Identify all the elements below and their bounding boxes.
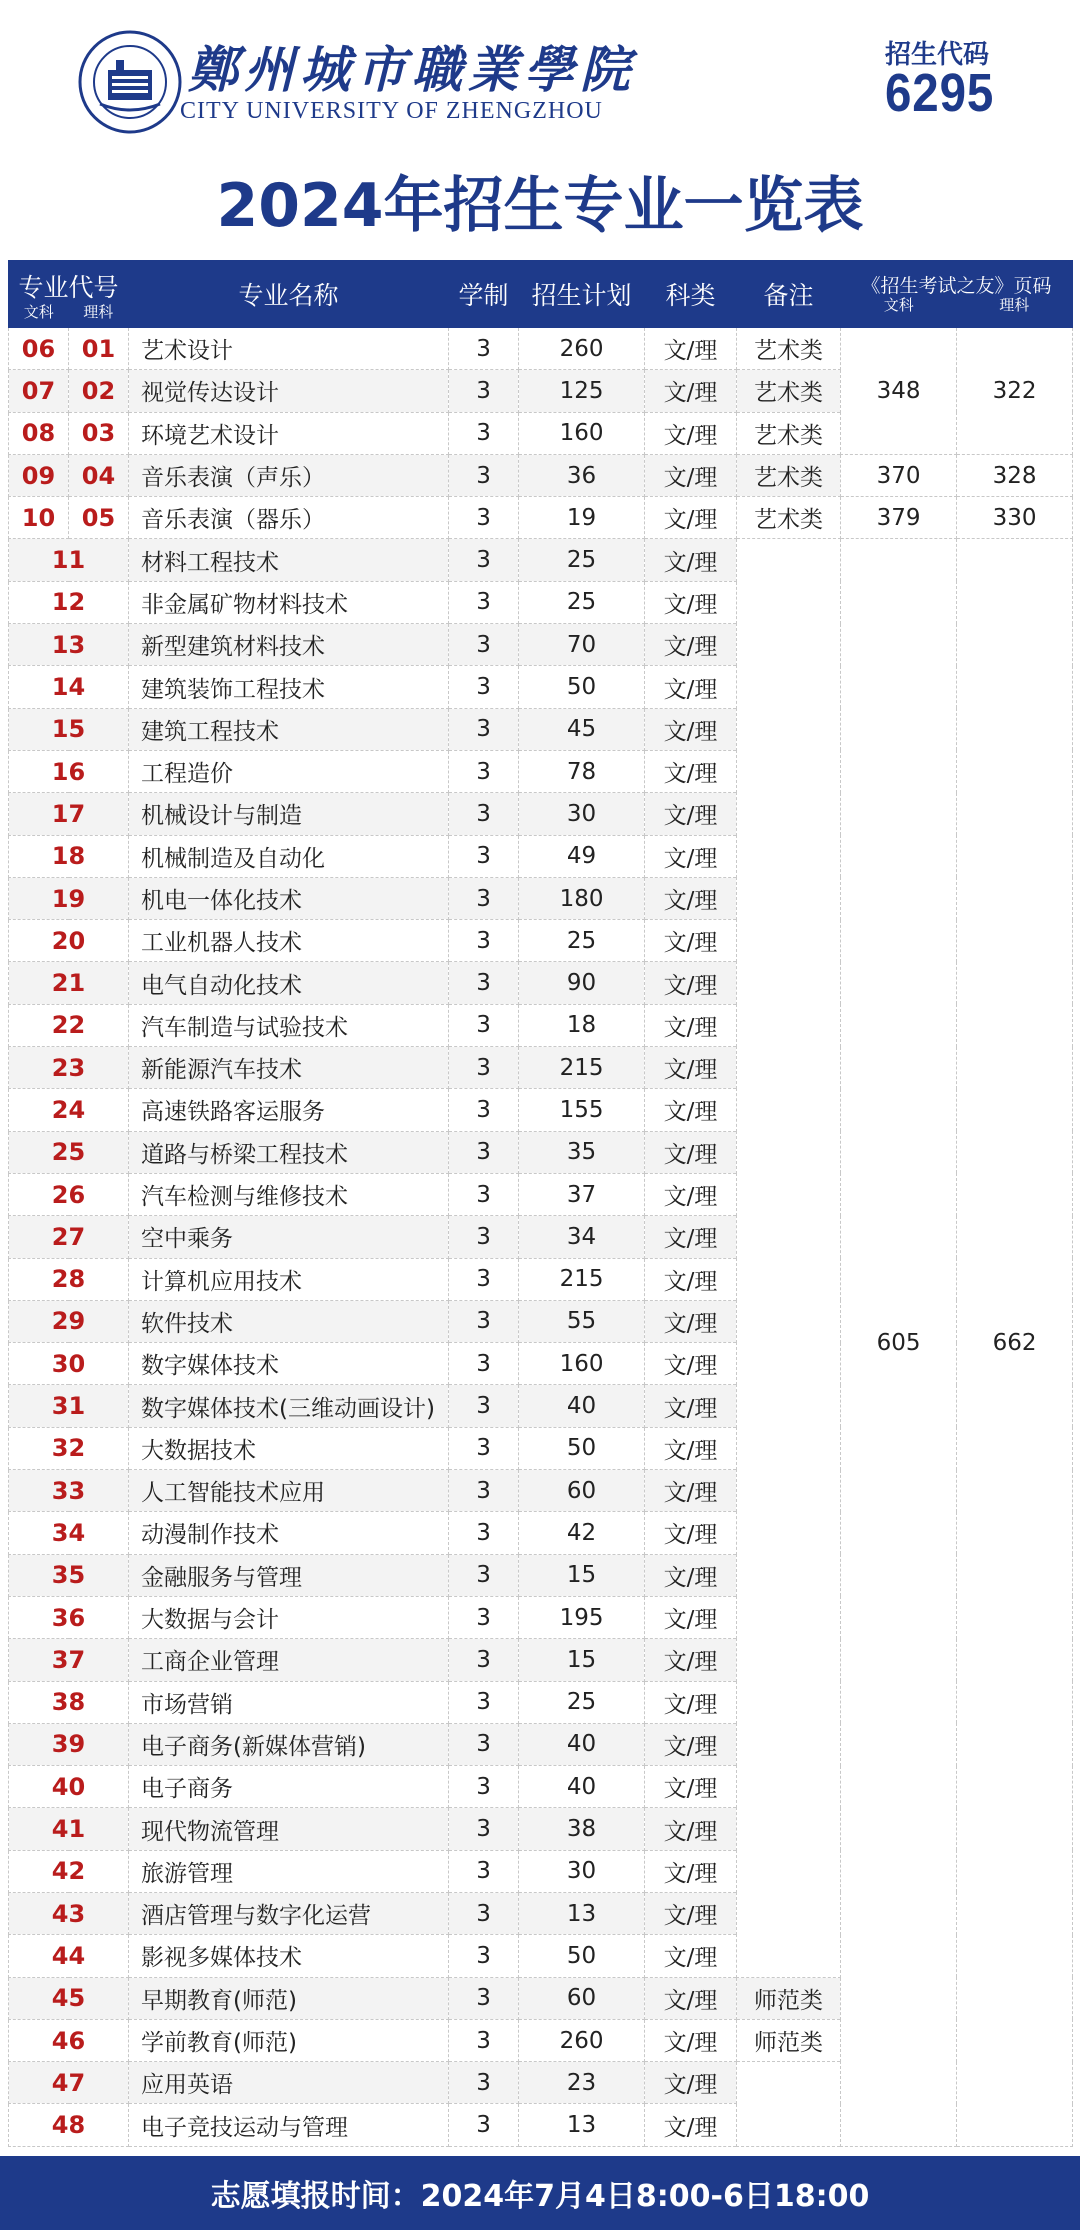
header-ref: [841, 261, 1073, 328]
major-category: 文/理: [645, 1427, 737, 1469]
major-category: 文/理: [645, 1512, 737, 1554]
major-category: 文/理: [645, 835, 737, 877]
major-years: 3: [449, 877, 519, 919]
major-plan: 60: [519, 1977, 645, 2019]
major-code: 45: [9, 1977, 129, 2019]
major-category: 文/理: [645, 793, 737, 835]
major-code: 40: [9, 1766, 129, 1808]
major-name: 建筑工程技术: [129, 708, 449, 750]
major-years: 3: [449, 1639, 519, 1681]
page-ref-like: 330: [957, 497, 1073, 539]
major-plan: 23: [519, 2062, 645, 2104]
table-row: [9, 454, 1073, 496]
major-category: 文/理: [645, 1173, 737, 1215]
major-code: 28: [9, 1258, 129, 1300]
major-plan: 42: [519, 1512, 645, 1554]
major-name: 道路与桥梁工程技术: [129, 1131, 449, 1173]
major-plan: 215: [519, 1258, 645, 1300]
header-code: [9, 261, 129, 328]
major-name: 环境艺术设计: [129, 412, 449, 454]
major-plan: 50: [519, 1935, 645, 1977]
major-years: 3: [449, 1723, 519, 1765]
major-code: 48: [9, 2104, 129, 2146]
page-ref-like: 328: [957, 454, 1073, 496]
major-name: 电子商务: [129, 1766, 449, 1808]
major-code: 42: [9, 1850, 129, 1892]
page-ref-like: 322: [957, 328, 1073, 455]
major-note: 师范类: [737, 1977, 841, 2019]
table-row: [9, 539, 1073, 581]
major-plan: 50: [519, 666, 645, 708]
major-code: 35: [9, 1554, 129, 1596]
major-plan: 60: [519, 1470, 645, 1512]
major-code: 43: [9, 1892, 129, 1934]
page-ref-wenke: 605: [841, 539, 957, 2146]
major-years: 3: [449, 1300, 519, 1342]
major-category: 文/理: [645, 1596, 737, 1638]
major-name: 金融服务与管理: [129, 1554, 449, 1596]
major-plan: 40: [519, 1385, 645, 1427]
major-name: 市场营销: [129, 1681, 449, 1723]
major-code: 24: [9, 1089, 129, 1131]
header-category: 科类: [645, 261, 737, 328]
major-years: 3: [449, 1427, 519, 1469]
major-name: 大数据与会计: [129, 1596, 449, 1638]
major-years: 3: [449, 1554, 519, 1596]
major-code: 39: [9, 1723, 129, 1765]
major-category: 文/理: [645, 539, 737, 581]
major-code: 23: [9, 1047, 129, 1089]
major-category: 文/理: [645, 2104, 737, 2146]
major-name: 机电一体化技术: [129, 877, 449, 919]
major-code: 31: [9, 1385, 129, 1427]
major-category: 文/理: [645, 1047, 737, 1089]
major-name: 艺术设计: [129, 328, 449, 370]
major-note: 艺术类: [737, 454, 841, 496]
major-years: 3: [449, 1850, 519, 1892]
major-years: 3: [449, 1173, 519, 1215]
page-title: 2024年招生专业一览表: [216, 171, 864, 241]
major-category: 文/理: [645, 1554, 737, 1596]
major-name: 旅游管理: [129, 1850, 449, 1892]
major-plan: 18: [519, 1004, 645, 1046]
major-category: 文/理: [645, 2019, 737, 2061]
major-category: 文/理: [645, 1723, 737, 1765]
major-code: 46: [9, 2019, 129, 2061]
application-time-banner: 志愿填报时间：2024年7月4日8:00-6日18:00: [0, 2156, 1080, 2230]
major-years: 3: [449, 793, 519, 835]
major-note: 艺术类: [737, 412, 841, 454]
major-plan: 195: [519, 1596, 645, 1638]
major-category: 文/理: [645, 750, 737, 792]
major-years: 3: [449, 1343, 519, 1385]
major-name: 动漫制作技术: [129, 1512, 449, 1554]
major-plan: 13: [519, 2104, 645, 2146]
major-code: 12: [9, 581, 129, 623]
major-category: 文/理: [645, 1935, 737, 1977]
major-plan: 160: [519, 412, 645, 454]
major-code-wenke: 10: [9, 497, 69, 539]
major-code: 30: [9, 1343, 129, 1385]
major-code-like: 02: [69, 370, 129, 412]
major-code: 36: [9, 1596, 129, 1638]
major-name: 高速铁路客运服务: [129, 1089, 449, 1131]
major-name: 电子竞技运动与管理: [129, 2104, 449, 2146]
major-name: 工业机器人技术: [129, 920, 449, 962]
major-category: 文/理: [645, 1892, 737, 1934]
major-name: 机械制造及自动化: [129, 835, 449, 877]
major-note-empty: [737, 539, 841, 1977]
major-code: 37: [9, 1639, 129, 1681]
major-years: 3: [449, 1977, 519, 2019]
major-plan: 35: [519, 1131, 645, 1173]
major-code: 29: [9, 1300, 129, 1342]
major-code: 20: [9, 920, 129, 962]
major-plan: 30: [519, 793, 645, 835]
major-plan: 90: [519, 962, 645, 1004]
major-plan: 215: [519, 1047, 645, 1089]
major-years: 3: [449, 2019, 519, 2061]
school-logo-icon: [78, 30, 182, 134]
major-name: 数字媒体技术(三维动画设计): [129, 1385, 449, 1427]
major-plan: 180: [519, 877, 645, 919]
table-body: [9, 328, 1073, 2147]
major-years: 3: [449, 1089, 519, 1131]
major-name: 计算机应用技术: [129, 1258, 449, 1300]
header-note: 备注: [737, 261, 841, 328]
major-name: 应用英语: [129, 2062, 449, 2104]
major-code-wenke: 07: [9, 370, 69, 412]
major-category: 文/理: [645, 1470, 737, 1512]
major-plan: 160: [519, 1343, 645, 1385]
major-years: 3: [449, 1681, 519, 1723]
major-plan: 55: [519, 1300, 645, 1342]
major-code: 38: [9, 1681, 129, 1723]
major-code: 14: [9, 666, 129, 708]
major-category: 文/理: [645, 1808, 737, 1850]
major-code: 17: [9, 793, 129, 835]
major-plan: 38: [519, 1808, 645, 1850]
major-category: 文/理: [645, 1681, 737, 1723]
major-name: 大数据技术: [129, 1427, 449, 1469]
major-code: 26: [9, 1173, 129, 1215]
major-category: 文/理: [645, 581, 737, 623]
school-chinese-name: 鄭州城市職業學院: [188, 40, 636, 99]
major-code-like: 04: [69, 454, 129, 496]
major-plan: 13: [519, 1892, 645, 1934]
major-code: 19: [9, 877, 129, 919]
major-code-like: 01: [69, 328, 129, 370]
major-code: 27: [9, 1216, 129, 1258]
major-plan: 50: [519, 1427, 645, 1469]
major-years: 3: [449, 1004, 519, 1046]
major-years: 3: [449, 1808, 519, 1850]
major-category: 文/理: [645, 1850, 737, 1892]
major-name: 材料工程技术: [129, 539, 449, 581]
major-code: 33: [9, 1470, 129, 1512]
table-row: [9, 328, 1073, 370]
major-plan: 34: [519, 1216, 645, 1258]
major-plan: 25: [519, 539, 645, 581]
major-code-wenke: 08: [9, 412, 69, 454]
major-plan: 19: [519, 497, 645, 539]
header-code-label: 专业代号: [18, 273, 119, 302]
major-name: 工商企业管理: [129, 1639, 449, 1681]
major-plan: 37: [519, 1173, 645, 1215]
major-code: 13: [9, 624, 129, 666]
major-code: 11: [9, 539, 129, 581]
major-category: 文/理: [645, 412, 737, 454]
major-category: 文/理: [645, 2062, 737, 2104]
major-name: 汽车检测与维修技术: [129, 1173, 449, 1215]
major-name: 电子商务(新媒体营销): [129, 1723, 449, 1765]
header-plan: 招生计划: [519, 261, 645, 328]
major-years: 3: [449, 624, 519, 666]
major-category: 文/理: [645, 1300, 737, 1342]
major-category: 文/理: [645, 624, 737, 666]
major-years: 3: [449, 1258, 519, 1300]
major-category: 文/理: [645, 708, 737, 750]
page-ref-wenke: 370: [841, 454, 957, 496]
major-category: 文/理: [645, 497, 737, 539]
major-category: 文/理: [645, 1343, 737, 1385]
header-code-like: 理科: [83, 303, 114, 321]
major-note: 艺术类: [737, 497, 841, 539]
major-code-like: 05: [69, 497, 129, 539]
major-name: 数字媒体技术: [129, 1343, 449, 1385]
major-years: 3: [449, 497, 519, 539]
major-category: 文/理: [645, 1766, 737, 1808]
major-years: 3: [449, 666, 519, 708]
major-category: 文/理: [645, 1977, 737, 2019]
major-code-like: 03: [69, 412, 129, 454]
major-category: 文/理: [645, 962, 737, 1004]
major-name: 机械设计与制造: [129, 793, 449, 835]
major-years: 3: [449, 1935, 519, 1977]
major-name: 现代物流管理: [129, 1808, 449, 1850]
major-years: 3: [449, 454, 519, 496]
major-plan: 125: [519, 370, 645, 412]
major-name: 电气自动化技术: [129, 962, 449, 1004]
major-years: 3: [449, 412, 519, 454]
major-category: 文/理: [645, 454, 737, 496]
major-note: 艺术类: [737, 370, 841, 412]
major-name: 早期教育(师范): [129, 1977, 449, 2019]
major-code-wenke: 09: [9, 454, 69, 496]
major-plan: 49: [519, 835, 645, 877]
major-plan: 25: [519, 1681, 645, 1723]
major-years: 3: [449, 539, 519, 581]
major-code: 21: [9, 962, 129, 1004]
major-code: 15: [9, 708, 129, 750]
major-plan: 40: [519, 1723, 645, 1765]
major-years: 3: [449, 328, 519, 370]
major-category: 文/理: [645, 877, 737, 919]
major-code: 34: [9, 1512, 129, 1554]
major-category: 文/理: [645, 1258, 737, 1300]
admission-code-value: 6295: [885, 63, 995, 123]
major-category: 文/理: [645, 1004, 737, 1046]
header-ref-like: 理科: [999, 296, 1030, 314]
major-plan: 40: [519, 1766, 645, 1808]
major-category: 文/理: [645, 1216, 737, 1258]
major-code: 41: [9, 1808, 129, 1850]
major-years: 3: [449, 835, 519, 877]
major-category: 文/理: [645, 370, 737, 412]
major-plan: 15: [519, 1554, 645, 1596]
major-code: 22: [9, 1004, 129, 1046]
major-name: 空中乘务: [129, 1216, 449, 1258]
major-plan: 260: [519, 2019, 645, 2061]
major-years: 3: [449, 1596, 519, 1638]
header-name: 专业名称: [129, 261, 449, 328]
major-name: 视觉传达设计: [129, 370, 449, 412]
major-years: 3: [449, 370, 519, 412]
major-name: 音乐表演（器乐）: [129, 497, 449, 539]
majors-table: [8, 260, 1073, 2147]
page-header: [0, 0, 1080, 258]
major-category: 文/理: [645, 1385, 737, 1427]
major-name: 非金属矿物材料技术: [129, 581, 449, 623]
major-years: 3: [449, 962, 519, 1004]
major-note: 师范类: [737, 2019, 841, 2061]
major-plan: 260: [519, 328, 645, 370]
major-plan: 25: [519, 920, 645, 962]
major-code: 44: [9, 1935, 129, 1977]
major-years: 3: [449, 920, 519, 962]
major-years: 3: [449, 1047, 519, 1089]
major-years: 3: [449, 581, 519, 623]
major-plan: 155: [519, 1089, 645, 1131]
major-years: 3: [449, 1216, 519, 1258]
major-name: 影视多媒体技术: [129, 1935, 449, 1977]
major-code: 25: [9, 1131, 129, 1173]
major-years: 3: [449, 2062, 519, 2104]
major-years: 3: [449, 1131, 519, 1173]
page-ref-like: 662: [957, 539, 1073, 2146]
major-years: 3: [449, 1512, 519, 1554]
major-years: 3: [449, 2104, 519, 2146]
major-category: 文/理: [645, 920, 737, 962]
page-ref-wenke: 379: [841, 497, 957, 539]
major-years: 3: [449, 1892, 519, 1934]
admission-code-label: 招生代码: [885, 40, 990, 70]
major-plan: 45: [519, 708, 645, 750]
major-category: 文/理: [645, 1089, 737, 1131]
table-header-row: [9, 261, 1073, 328]
major-name: 酒店管理与数字化运营: [129, 1892, 449, 1934]
major-plan: 25: [519, 581, 645, 623]
major-name: 汽车制造与试验技术: [129, 1004, 449, 1046]
major-years: 3: [449, 750, 519, 792]
major-years: 3: [449, 1766, 519, 1808]
major-plan: 15: [519, 1639, 645, 1681]
header-ref-label: 《招生考试之友》页码: [861, 275, 1052, 297]
major-plan: 78: [519, 750, 645, 792]
page-ref-wenke: 348: [841, 328, 957, 455]
major-name: 音乐表演（声乐）: [129, 454, 449, 496]
major-code-wenke: 06: [9, 328, 69, 370]
major-name: 建筑装饰工程技术: [129, 666, 449, 708]
major-plan: 30: [519, 1850, 645, 1892]
major-category: 文/理: [645, 1639, 737, 1681]
major-plan: 70: [519, 624, 645, 666]
major-name: 新能源汽车技术: [129, 1047, 449, 1089]
major-name: 工程造价: [129, 750, 449, 792]
major-note: 艺术类: [737, 328, 841, 370]
major-name: 人工智能技术应用: [129, 1470, 449, 1512]
header-ref-wenke: 文科: [883, 296, 914, 314]
header-code-wenke: 文科: [23, 303, 54, 321]
major-note-empty: [737, 2062, 841, 2147]
major-code: 32: [9, 1427, 129, 1469]
table-row: [9, 497, 1073, 539]
major-years: 3: [449, 1470, 519, 1512]
major-category: 文/理: [645, 1131, 737, 1173]
header-years: 学制: [449, 261, 519, 328]
major-name: 软件技术: [129, 1300, 449, 1342]
major-years: 3: [449, 1385, 519, 1427]
school-english-name: CITY UNIVERSITY OF ZHENGZHOU: [180, 98, 603, 124]
major-name: 新型建筑材料技术: [129, 624, 449, 666]
major-code: 18: [9, 835, 129, 877]
major-category: 文/理: [645, 328, 737, 370]
major-name: 学前教育(师范): [129, 2019, 449, 2061]
major-plan: 36: [519, 454, 645, 496]
major-code: 16: [9, 750, 129, 792]
major-code: 47: [9, 2062, 129, 2104]
major-category: 文/理: [645, 666, 737, 708]
major-years: 3: [449, 708, 519, 750]
